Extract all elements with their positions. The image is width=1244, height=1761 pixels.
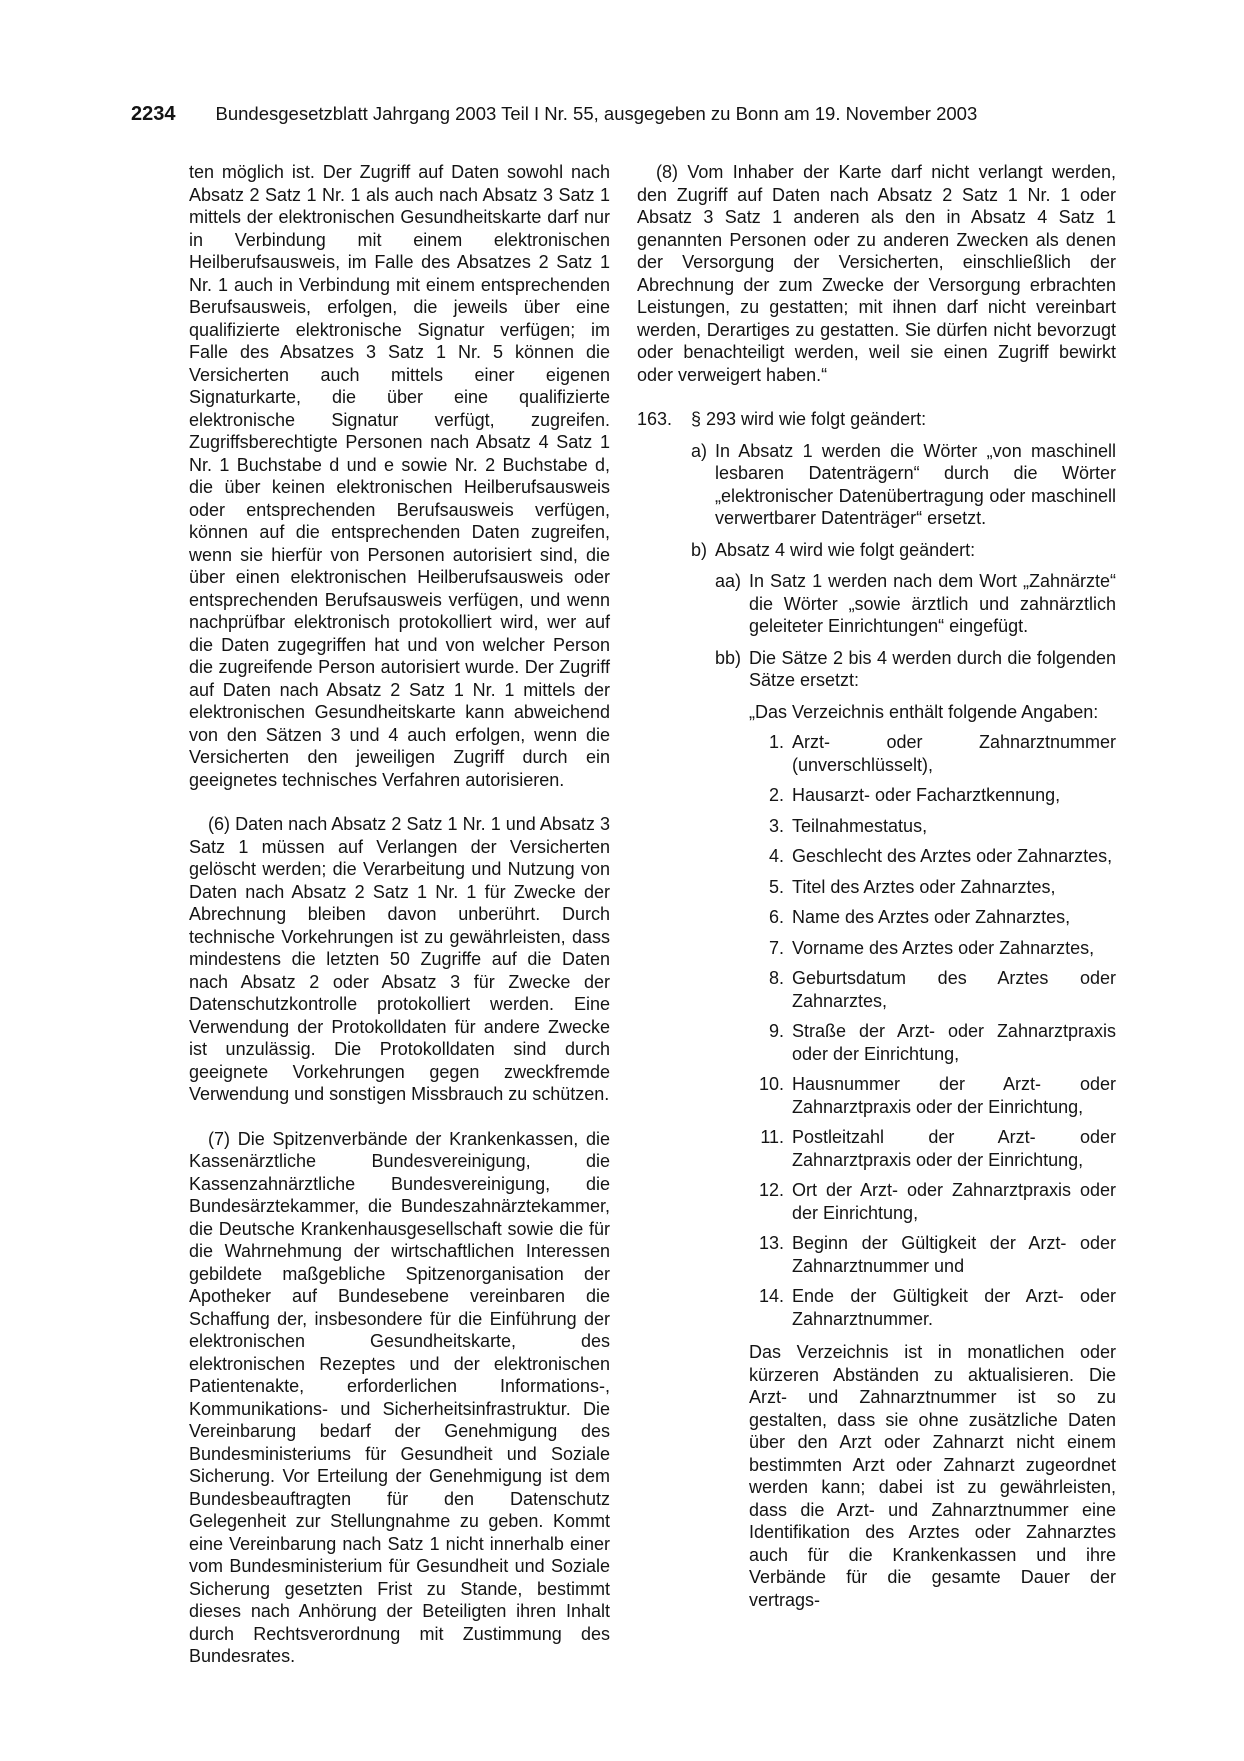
- enumerated-list: [749, 731, 1116, 1330]
- item-bb: [715, 647, 1116, 692]
- list-item-text: Geburtsdatum des Arztes oder Zahnarztes,: [792, 968, 1116, 1011]
- list-item-text: Arzt- oder Zahnarztnummer (unverschlüsselt),: [792, 732, 1116, 775]
- list-item-number: 1.: [768, 732, 784, 752]
- list-item-text: Geschlecht des Arztes oder Zahnarztes,: [792, 846, 1113, 866]
- list-item: [749, 784, 1116, 807]
- list-item-number: 14.: [758, 1286, 784, 1306]
- item-a-label: a): [691, 440, 708, 461]
- list-item: [749, 967, 1116, 1012]
- list-item-number: 13.: [758, 1233, 784, 1253]
- paragraph-7: (7) Die Spitzenverbände der Krankenkassen, die Kassenärztliche Bundesvereinigung, die Kassenzahnärztliche Bundesvereinigung, die Bundesärztekammer, die Bundeszahnärztekammer, die Deutsche Krankenhausgesellschaft sowie die für die Wahrnehmung der wirtschaftlichen Interessen gebildete maßgebliche Spitzenorganisation der Apotheker auf Bundesebene vereinbaren die Schaffung der, insbesondere für die Einführung der elektronischen Gesundheitskarte, des elektronischen Rezeptes und der elektronischen Patientenakte, erforderlichen Informations-, Kommunikations- und Sicherheitsinfrastruktur. Die Vereinbarung bedarf der Genehmigung des Bundesministeriums für Gesundheit und Soziale Sicherung. Vor Erteilung der Genehmigung ist dem Bundesbeauftragten für den Datenschutz Gelegenheit zur Stellungnahme zu geben. Kommt eine Vereinbarung nach Satz 1 nicht innerhalb einer vom Bundesministerium für Gesundheit und Soziale Sicherung gesetzten Frist zu Stande, bestimmt dieses nach Anhörung der Beteiligten ihren Inhalt durch Rechtsverordnung mit Zustimmung des Bundesrates.: [189, 1128, 610, 1666]
- list-item-number: 3.: [768, 815, 784, 836]
- list-item-number: 12.: [758, 1180, 784, 1200]
- item-a-text: In Absatz 1 werden die Wörter „von maschinell lesbaren Datenträgern“ durch die Wörter „elektronischer Datenübertragung oder maschinell verwertbarer Datenträger“ ersetzt.: [715, 440, 1116, 528]
- list-item-number: 6.: [768, 907, 784, 927]
- quote-intro: „Das Verzeichnis enthält folgende Angaben:: [749, 701, 1099, 722]
- section-text: § 293 wird wie folgt geändert:: [691, 409, 927, 429]
- item-bb-text: Die Sätze 2 bis 4 werden durch die folgenden Sätze ersetzt:: [749, 647, 1116, 690]
- item-aa: [715, 570, 1116, 638]
- page-number: 2234: [131, 103, 176, 125]
- list-item: [749, 876, 1116, 899]
- list-item-number: 5.: [768, 876, 784, 897]
- list-item-text: Straße der Arzt- oder Zahnarztpraxis oder der Einrichtung,: [792, 1021, 1116, 1064]
- list-item: [749, 731, 1116, 776]
- list-item-number: 8.: [768, 968, 784, 988]
- list-item-text: Hausnummer der Arzt- oder Zahnarztpraxis oder der Einrichtung,: [792, 1074, 1116, 1117]
- list-item-text: Vorname des Arztes oder Zahnarztes,: [792, 937, 1095, 958]
- list-item-number: 7.: [768, 937, 784, 958]
- list-item-text: Name des Arztes oder Zahnarztes,: [792, 907, 1071, 927]
- list-item-text: Titel des Arztes oder Zahnarztes,: [792, 876, 1056, 897]
- list-item-text: Beginn der Gültigkeit der Arzt- oder Zahnarztnummer und: [792, 1233, 1116, 1276]
- item-aa-label: aa): [715, 571, 742, 591]
- item-b: [691, 539, 1116, 562]
- list-item-text: Ort der Arzt- oder Zahnarztpraxis oder der Einrichtung,: [792, 1180, 1116, 1223]
- paragraph-8: (8) Vom Inhaber der Karte darf nicht verlangt werden, den Zugriff auf Daten nach Absatz 2 Satz 1 Nr. 1 oder Absatz 3 Satz 1 anderen als den in Absatz 4 Satz 1 genannten Personen oder zu anderen Zwecken als denen der Versorgung der Versicherten, einschließlich der Abrechnung der zum Zwecke der Versorgung erbrachten Leistungen, zu gestatten; mit ihnen darf nicht vereinbart werden, Derartiges zu gestatten. Sie dürfen nicht bevorzugt oder benachteiligt werden, weil sie einen Zugriff bewirkt oder verweigert haben.“: [637, 162, 1116, 385]
- header-title: Bundesgesetzblatt Jahrgang 2003 Teil I Nr. 55, ausgegeben zu Bonn am 19. November 2003: [215, 103, 978, 124]
- page-header: [131, 103, 1011, 126]
- list-item-number: 10.: [758, 1074, 784, 1094]
- right-column: [637, 161, 1116, 1611]
- list-item-number: 9.: [768, 1021, 784, 1041]
- list-item-text: Postleitzahl der Arzt- oder Zahnarztpraxis oder der Einrichtung,: [792, 1127, 1116, 1170]
- list-item: [749, 937, 1116, 960]
- list-item: [749, 906, 1116, 929]
- list-item: [749, 1020, 1116, 1065]
- closing-paragraph: Das Verzeichnis ist in monatlichen oder kürzeren Abständen zu aktualisieren. Die Arzt- und Zahnarztnummer ist so zu gestalten, dass sie ohne zusätzliche Daten über den Arzt oder Zahnarzt nicht einem bestimmten Arzt oder Zahnarzt zugeordnet werden kann; dabei ist zu gewährleisten, dass die Arzt- und Zahnarztnummer eine Identifikation des Arztes oder Zahnarztes auch für die Krankenkassen und ihre Verbände für die gesamte Dauer der vertrags-: [749, 1342, 1116, 1610]
- list-item-number: 4.: [768, 846, 784, 866]
- list-item: [749, 1179, 1116, 1224]
- list-item: [749, 1232, 1116, 1277]
- item-bb-label: bb): [715, 647, 742, 668]
- list-item-text: Ende der Gültigkeit der Arzt- oder Zahnarztnummer.: [792, 1286, 1116, 1329]
- list-item: [749, 1285, 1116, 1330]
- list-item-number: 11.: [760, 1127, 784, 1147]
- list-item: [749, 1073, 1116, 1118]
- item-aa-text: In Satz 1 werden nach dem Wort „Zahnärzte“ die Wörter „sowie ärztlich und zahnärztlich geleiteter Einrichtungen“ eingefügt.: [749, 571, 1116, 636]
- paragraph-6: (6) Daten nach Absatz 2 Satz 1 Nr. 1 und Absatz 3 Satz 1 müssen auf Verlangen der Versicherten gelöscht werden; die Verarbeitung und Nutzung von Daten nach Absatz 2 Satz 1 Nr. 1 für Zwecke der Abrechnung bleiben davon unberührt. Durch technische Vorkehrungen ist zu gewährleisten, dass mindestens die letzten 50 Zugriffe auf die Daten nach Absatz 2 oder Absatz 3 für Zwecke der Datenschutzkontrolle protokolliert werden. Eine Verwendung der Protokolldaten für andere Zwecke ist unzulässig. Die Protokolldaten sind durch geeignete Vorkehrungen gegen zweckfremde Verwendung und sonstigen Missbrauch zu schützen.: [189, 814, 610, 1104]
- list-item: [749, 1126, 1116, 1171]
- item-a: [691, 440, 1116, 530]
- paragraph-continuation: ten möglich ist. Der Zugriff auf Daten sowohl nach Absatz 2 Satz 1 Nr. 1 als auch nach Absatz 3 Satz 1 mittels der elektronischen Gesundheitskarte darf nur in Verbindung mit einem elektronischen Heilberufsausweis, im Falle des Absatzes 2 Satz 1 Nr. 1 auch in Verbindung mit einem entsprechenden Berufsausweis, erfolgen, die jeweils über eine qualifizierte elektronische Signatur verfügen; im Falle des Absatzes 3 Satz 1 Nr. 5 können die Versicherten auch mittels einer eigenen Signaturkarte, die über eine qualifizierte elektronische Signatur verfügt, zugreifen. Zugriffsberechtigte Personen nach Absatz 4 Satz 1 Nr. 1 Buchstabe d und e sowie Nr. 2 Buchstabe d, die über keinen elektronischen Heilberufsausweis oder entsprechenden Berufsausweis verfügen, können auf die entsprechenden Daten zugreifen, wenn sie hierfür von Personen autorisiert sind, die über einen elektronischen Heilberufsausweis oder entsprechenden Berufsausweis verfügen, und wenn nachprüfbar elektronisch protokolliert wird, wer auf die Daten zugegriffen hat und von welcher Person die zugreifende Person autorisiert wurde. Der Zugriff auf Daten nach Absatz 2 Satz 1 Nr. 1 mittels der elektronischen Gesundheitskarte kann abweichend von den Sätzen 3 und 4 auch erfolgen, wenn die Versicherten den jeweiligen Zugriff durch ein geeignetes technisches Verfahren autorisieren.: [189, 162, 610, 790]
- item-b-text: Absatz 4 wird wie folgt geändert:: [715, 539, 976, 560]
- list-item: [749, 815, 1116, 838]
- section-number: 163.: [637, 409, 673, 429]
- left-column: [189, 161, 610, 1668]
- item-b-label: b): [691, 539, 708, 560]
- list-item-text: Teilnahmestatus,: [792, 815, 928, 836]
- list-item: [749, 845, 1116, 868]
- list-item-text: Hausarzt- oder Facharztkennung,: [792, 785, 1061, 805]
- section-163: [637, 408, 1116, 431]
- list-item-number: 2.: [768, 785, 784, 805]
